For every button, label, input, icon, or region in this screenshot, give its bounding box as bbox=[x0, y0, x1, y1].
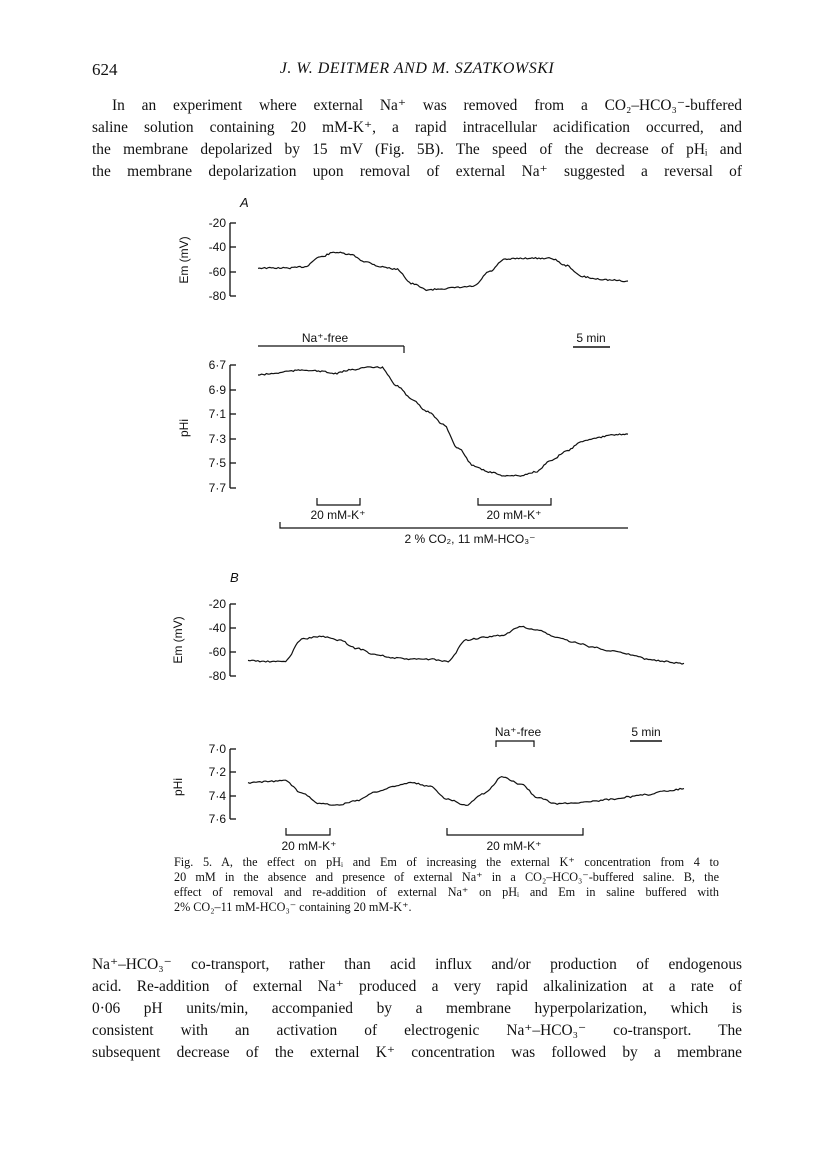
panel-a-na-free-bar bbox=[258, 346, 404, 353]
ph-tick: 7·5 bbox=[208, 456, 226, 470]
text-line: Na⁺–HCO₃⁻ co-transport, rather than acid influx and/or production of endogenous bbox=[92, 956, 742, 973]
panel-b-em-axis bbox=[230, 604, 236, 676]
panel-b-na-free-label: Na⁺-free bbox=[494, 725, 542, 739]
panel-a-ph-axis bbox=[230, 365, 236, 488]
text-line: the membrane depolarized by 15 mV (Fig. 5B). The speed of the decrease of pHᵢ and bbox=[92, 141, 742, 158]
panel-b-ph-label: pHi bbox=[171, 777, 185, 797]
panel-a-em-label: Em (mV) bbox=[177, 236, 191, 284]
panel-a-co2-label: 2 % CO₂, 11 mM-HCO₃⁻ bbox=[404, 532, 536, 546]
caption-line: 20 mM in the absence and presence of external Na⁺ in a CO₂–HCO₃⁻-buffered saline. B, the bbox=[174, 870, 719, 884]
panel-a-k-label-2: 20 mM-K⁺ bbox=[486, 508, 542, 522]
ph-tick: 7·0 bbox=[208, 742, 226, 756]
panel-b-k-label-2: 20 mM-K⁺ bbox=[486, 839, 542, 853]
panel-a-label: A bbox=[240, 195, 249, 210]
ph-tick: 6·7 bbox=[208, 358, 226, 372]
panel-a-em-axis bbox=[230, 223, 236, 296]
em-tick: -40 bbox=[208, 621, 226, 635]
panel-a-ph-label: pHi bbox=[177, 418, 191, 438]
ph-tick: 7·2 bbox=[208, 765, 226, 779]
text-line: the membrane depolarization upon removal of external Na⁺ suggested a reversal of bbox=[92, 163, 742, 180]
text-line: acid. Re-addition of external Na⁺ produced a very rapid alkalinization at a rate of bbox=[92, 978, 742, 995]
text-line: subsequent decrease of the external K⁺ concentration was followed by a membrane bbox=[92, 1044, 742, 1061]
body-paragraph bbox=[92, 954, 742, 1064]
caption-line: effect of removal and re-addition of external Na⁺ on pHᵢ and Em in saline buffered with bbox=[174, 885, 719, 899]
text-line: saline solution containing 20 mM-K⁺, a rapid intracellular acidification occurred, and bbox=[92, 119, 742, 136]
text-line: consistent with an activation of electrogenic Na⁺–HCO₃⁻ co-transport. The bbox=[92, 1022, 742, 1039]
running-title: J. W. DEITMER AND M. SZATKOWSKI bbox=[279, 60, 555, 77]
ph-tick: 7·1 bbox=[208, 407, 226, 421]
panel-b-ph-axis bbox=[230, 749, 236, 819]
caption-line: Fig. 5. A, the effect on pHᵢ and Em of increasing the external K⁺ concentration from 4 to bbox=[174, 855, 719, 869]
panel-a-k-label-1: 20 mM-K⁺ bbox=[310, 508, 366, 522]
panel-b-label: B bbox=[230, 570, 239, 585]
ph-tick: 7·7 bbox=[208, 481, 226, 495]
panel-b-em-trace bbox=[248, 626, 684, 664]
panel-b-k-bars bbox=[286, 828, 583, 835]
panel-b-scale-label: 5 min bbox=[631, 725, 661, 739]
page-number: 624 bbox=[92, 60, 118, 79]
ph-tick: 7·4 bbox=[208, 789, 226, 803]
figure-caption bbox=[174, 855, 719, 915]
panel-a-em-trace bbox=[258, 252, 628, 290]
panel-a-na-free-label: Na⁺-free bbox=[301, 331, 349, 345]
em-tick: -80 bbox=[208, 289, 226, 303]
ph-tick: 6·9 bbox=[208, 383, 226, 397]
panel-a-scale-label: 5 min bbox=[576, 331, 606, 345]
panel-b-ph-trace bbox=[248, 777, 684, 806]
text-line: In an experiment where external Na⁺ was removed from a CO₂–HCO₃⁻-buffered bbox=[112, 97, 742, 114]
text-line: 0·06 pH units/min, accompanied by a membrane hyperpolarization, which is bbox=[92, 1000, 742, 1017]
em-tick: -20 bbox=[208, 216, 226, 230]
ph-tick: 7·6 bbox=[208, 812, 226, 826]
panel-b-k-label-1: 20 mM-K⁺ bbox=[281, 839, 337, 853]
em-tick: -60 bbox=[208, 645, 226, 659]
em-tick: -20 bbox=[208, 597, 226, 611]
ph-tick: 7·3 bbox=[208, 432, 226, 446]
panel-b-em-label: Em (mV) bbox=[171, 616, 185, 664]
em-tick: -80 bbox=[208, 669, 226, 683]
panel-a-ph-trace bbox=[258, 367, 628, 476]
em-tick: -40 bbox=[208, 240, 226, 254]
em-tick: -60 bbox=[208, 265, 226, 279]
caption-line: 2% CO₂–11 mM-HCO₃⁻ containing 20 mM-K⁺. bbox=[174, 900, 412, 914]
panel-b-na-free-bar bbox=[496, 741, 534, 747]
